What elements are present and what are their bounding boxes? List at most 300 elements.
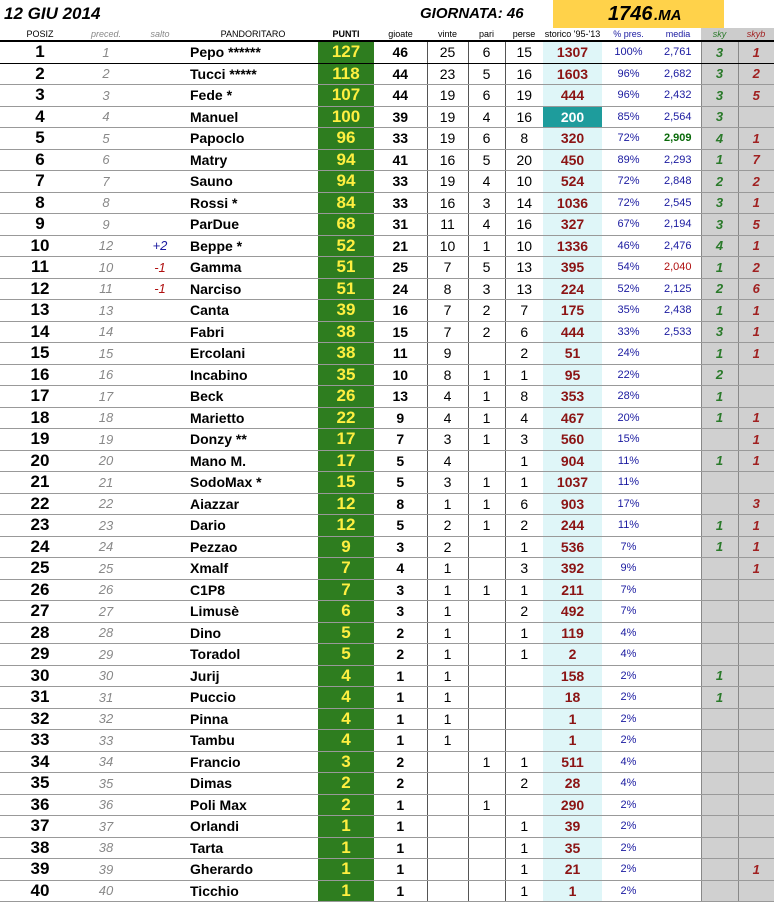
- cell-vinte: 19: [427, 85, 468, 107]
- cell-salto: [132, 407, 188, 429]
- cell-skyb: 1: [738, 859, 774, 881]
- cell-pari: 1: [468, 407, 505, 429]
- table-row: [0, 85, 774, 107]
- cell-pos: 25: [0, 558, 80, 580]
- cell-pos: 21: [0, 472, 80, 494]
- table-row: [0, 364, 774, 386]
- cell-giocate: 31: [374, 214, 427, 236]
- cell-pos: 16: [0, 364, 80, 386]
- cell-punti: 22: [318, 407, 374, 429]
- cell-giocate: 1: [374, 794, 427, 816]
- cell-punti: 15: [318, 472, 374, 494]
- cell-sky: [701, 644, 738, 666]
- cell-pari: [468, 601, 505, 623]
- cell-pos: 32: [0, 708, 80, 730]
- cell-name: Tucci *****: [188, 63, 318, 85]
- cell-salto: [132, 579, 188, 601]
- cell-storico: 290: [543, 794, 602, 816]
- cell-vinte: [427, 837, 468, 859]
- cell-pari: 4: [468, 171, 505, 193]
- cell-skyb: [738, 665, 774, 687]
- cell-skyb: 2: [738, 257, 774, 279]
- cell-pari: 6: [468, 128, 505, 150]
- cell-perse: 1: [505, 364, 543, 386]
- cell-name: Tarta: [188, 837, 318, 859]
- cell-giocate: 8: [374, 493, 427, 515]
- cell-giocate: 1: [374, 708, 427, 730]
- cell-punti: 17: [318, 429, 374, 451]
- cell-storico: 444: [543, 321, 602, 343]
- cell-media: [655, 536, 701, 558]
- cell-storico: 395: [543, 257, 602, 279]
- table-row: [0, 558, 774, 580]
- cell-storico: 1307: [543, 41, 602, 63]
- cell-prev: 20: [80, 450, 132, 472]
- cell-vinte: [427, 794, 468, 816]
- cell-pos: 23: [0, 515, 80, 537]
- cell-pres: 4%: [602, 773, 655, 795]
- cell-pos: 2: [0, 63, 80, 85]
- cell-storico: 1037: [543, 472, 602, 494]
- cell-pres: 20%: [602, 407, 655, 429]
- table-row: [0, 321, 774, 343]
- cell-salto: [132, 63, 188, 85]
- cell-media: [655, 794, 701, 816]
- cell-giocate: 2: [374, 622, 427, 644]
- cell-vinte: 3: [427, 429, 468, 451]
- cell-perse: 1: [505, 579, 543, 601]
- cell-name: Sauno: [188, 171, 318, 193]
- cell-pari: 5: [468, 63, 505, 85]
- cell-punti: 9: [318, 536, 374, 558]
- cell-pos: 13: [0, 300, 80, 322]
- cell-salto: [132, 859, 188, 881]
- cell-prev: 13: [80, 300, 132, 322]
- cell-sky: [701, 880, 738, 902]
- cell-pari: 6: [468, 85, 505, 107]
- cell-salto: [132, 644, 188, 666]
- cell-pres: 22%: [602, 364, 655, 386]
- cell-giocate: 10: [374, 364, 427, 386]
- table-row: [0, 450, 774, 472]
- cell-perse: 13: [505, 257, 543, 279]
- cell-pos: 20: [0, 450, 80, 472]
- cell-punti: 38: [318, 321, 374, 343]
- cell-pres: 2%: [602, 880, 655, 902]
- cell-sky: 3: [701, 63, 738, 85]
- cell-skyb: 5: [738, 85, 774, 107]
- cell-skyb: 1: [738, 192, 774, 214]
- cell-salto: [132, 149, 188, 171]
- cell-prev: 23: [80, 515, 132, 537]
- cell-sky: 4: [701, 128, 738, 150]
- cell-pres: 2%: [602, 794, 655, 816]
- cell-giocate: 1: [374, 730, 427, 752]
- cell-storico: 51: [543, 343, 602, 365]
- cell-salto: -1: [132, 257, 188, 279]
- cell-salto: [132, 171, 188, 193]
- cell-salto: [132, 816, 188, 838]
- cell-pari: [468, 687, 505, 709]
- cell-prev: 1: [80, 41, 132, 63]
- cell-media: [655, 665, 701, 687]
- cell-pos: 15: [0, 343, 80, 365]
- cell-media: [655, 601, 701, 623]
- cell-punti: 35: [318, 364, 374, 386]
- cell-giocate: 4: [374, 558, 427, 580]
- cell-prev: 37: [80, 816, 132, 838]
- cell-vinte: 8: [427, 278, 468, 300]
- giornata-label: GIORNATA: 46: [420, 5, 524, 22]
- cell-pos: 17: [0, 386, 80, 408]
- total-box: [553, 0, 724, 28]
- cell-vinte: 1: [427, 579, 468, 601]
- cell-storico: 211: [543, 579, 602, 601]
- cell-giocate: 16: [374, 300, 427, 322]
- cell-pres: 2%: [602, 816, 655, 838]
- cell-giocate: 25: [374, 257, 427, 279]
- cell-pari: 1: [468, 364, 505, 386]
- cell-name: Gherardo: [188, 859, 318, 881]
- table-row: [0, 149, 774, 171]
- cell-sky: 4: [701, 235, 738, 257]
- cell-vinte: 16: [427, 192, 468, 214]
- cell-sky: 3: [701, 41, 738, 63]
- cell-media: 2,682: [655, 63, 701, 85]
- cell-prev: 40: [80, 880, 132, 902]
- cell-storico: 1: [543, 708, 602, 730]
- cell-salto: [132, 515, 188, 537]
- cell-salto: [132, 128, 188, 150]
- cell-skyb: [738, 880, 774, 902]
- cell-vinte: 1: [427, 601, 468, 623]
- cell-sky: [701, 773, 738, 795]
- cell-sky: 1: [701, 257, 738, 279]
- cell-pari: 1: [468, 472, 505, 494]
- cell-perse: 14: [505, 192, 543, 214]
- cell-media: [655, 579, 701, 601]
- cell-media: [655, 386, 701, 408]
- cell-perse: 6: [505, 493, 543, 515]
- cell-media: 2,761: [655, 41, 701, 63]
- col-media: media: [655, 28, 701, 41]
- cell-pres: 2%: [602, 730, 655, 752]
- cell-punti: 3: [318, 751, 374, 773]
- cell-salto: [132, 687, 188, 709]
- cell-pos: 18: [0, 407, 80, 429]
- cell-skyb: [738, 386, 774, 408]
- cell-sky: 1: [701, 665, 738, 687]
- cell-media: 2,533: [655, 321, 701, 343]
- standings-table: [0, 28, 774, 902]
- cell-vinte: 1: [427, 558, 468, 580]
- cell-name: Jurij: [188, 665, 318, 687]
- table-row: [0, 687, 774, 709]
- cell-pos: 1: [0, 41, 80, 63]
- table-row: [0, 41, 774, 63]
- cell-giocate: 33: [374, 128, 427, 150]
- col-sky: sky: [701, 28, 738, 41]
- cell-storico: 903: [543, 493, 602, 515]
- table-row: [0, 579, 774, 601]
- cell-name: Fabri: [188, 321, 318, 343]
- cell-giocate: 2: [374, 644, 427, 666]
- cell-punti: 94: [318, 149, 374, 171]
- cell-giocate: 44: [374, 63, 427, 85]
- table-row: [0, 106, 774, 128]
- cell-salto: [132, 450, 188, 472]
- cell-storico: 200: [543, 106, 602, 128]
- cell-media: [655, 493, 701, 515]
- cell-punti: 26: [318, 386, 374, 408]
- cell-pari: 1: [468, 386, 505, 408]
- cell-name: Aiazzar: [188, 493, 318, 515]
- table-row: [0, 343, 774, 365]
- cell-storico: 353: [543, 386, 602, 408]
- cell-salto: [132, 300, 188, 322]
- cell-punti: 1: [318, 859, 374, 881]
- cell-perse: 3: [505, 429, 543, 451]
- cell-punti: 12: [318, 515, 374, 537]
- cell-name: Pinna: [188, 708, 318, 730]
- cell-punti: 17: [318, 450, 374, 472]
- cell-skyb: 1: [738, 41, 774, 63]
- cell-salto: +2: [132, 235, 188, 257]
- cell-pos: 35: [0, 773, 80, 795]
- table-row: [0, 730, 774, 752]
- cell-storico: 450: [543, 149, 602, 171]
- cell-perse: 1: [505, 536, 543, 558]
- cell-skyb: 1: [738, 558, 774, 580]
- cell-name: Narciso: [188, 278, 318, 300]
- cell-name: Manuel: [188, 106, 318, 128]
- cell-perse: 8: [505, 128, 543, 150]
- cell-pres: 2%: [602, 859, 655, 881]
- cell-perse: 13: [505, 278, 543, 300]
- cell-punti: 51: [318, 257, 374, 279]
- cell-skyb: 2: [738, 63, 774, 85]
- cell-salto: [132, 665, 188, 687]
- table-row: [0, 622, 774, 644]
- cell-punti: 1: [318, 837, 374, 859]
- cell-perse: 20: [505, 149, 543, 171]
- cell-vinte: 4: [427, 407, 468, 429]
- cell-giocate: 2: [374, 751, 427, 773]
- page-header: [0, 0, 724, 28]
- cell-punti: 51: [318, 278, 374, 300]
- cell-punti: 7: [318, 558, 374, 580]
- cell-skyb: [738, 773, 774, 795]
- cell-pos: 12: [0, 278, 80, 300]
- cell-perse: [505, 665, 543, 687]
- cell-prev: 28: [80, 622, 132, 644]
- table-row: [0, 708, 774, 730]
- cell-sky: [701, 622, 738, 644]
- cell-media: [655, 880, 701, 902]
- cell-vinte: 1: [427, 622, 468, 644]
- cell-pari: [468, 816, 505, 838]
- cell-media: [655, 751, 701, 773]
- cell-pari: 2: [468, 321, 505, 343]
- cell-media: [655, 343, 701, 365]
- cell-vinte: 1: [427, 644, 468, 666]
- table-row: [0, 493, 774, 515]
- cell-punti: 94: [318, 171, 374, 193]
- cell-salto: [132, 622, 188, 644]
- cell-skyb: 1: [738, 536, 774, 558]
- cell-name: Ercolani: [188, 343, 318, 365]
- cell-media: 2,432: [655, 85, 701, 107]
- cell-name: Pepo ******: [188, 41, 318, 63]
- cell-pres: 2%: [602, 687, 655, 709]
- cell-skyb: [738, 601, 774, 623]
- cell-pari: 1: [468, 493, 505, 515]
- cell-vinte: 16: [427, 149, 468, 171]
- cell-giocate: 5: [374, 450, 427, 472]
- cell-sky: 1: [701, 687, 738, 709]
- cell-name: SodoMax *: [188, 472, 318, 494]
- cell-pos: 10: [0, 235, 80, 257]
- cell-prev: 10: [80, 257, 132, 279]
- cell-vinte: [427, 859, 468, 881]
- cell-punti: 1: [318, 816, 374, 838]
- cell-skyb: [738, 708, 774, 730]
- cell-storico: 244: [543, 515, 602, 537]
- cell-vinte: 25: [427, 41, 468, 63]
- cell-pres: 96%: [602, 63, 655, 85]
- cell-perse: [505, 794, 543, 816]
- cell-giocate: 1: [374, 665, 427, 687]
- table-row: [0, 536, 774, 558]
- cell-giocate: 39: [374, 106, 427, 128]
- cell-pari: [468, 536, 505, 558]
- cell-skyb: 1: [738, 235, 774, 257]
- cell-pres: 4%: [602, 751, 655, 773]
- table-row: [0, 128, 774, 150]
- cell-media: 2,293: [655, 149, 701, 171]
- cell-media: 2,909: [655, 128, 701, 150]
- cell-punti: 5: [318, 644, 374, 666]
- cell-skyb: [738, 364, 774, 386]
- cell-salto: [132, 85, 188, 107]
- cell-pari: 6: [468, 41, 505, 63]
- cell-pres: 9%: [602, 558, 655, 580]
- cell-vinte: 19: [427, 128, 468, 150]
- cell-pos: 36: [0, 794, 80, 816]
- cell-name: Poli Max: [188, 794, 318, 816]
- cell-media: 2,564: [655, 106, 701, 128]
- cell-storico: 1: [543, 730, 602, 752]
- cell-prev: 11: [80, 278, 132, 300]
- cell-giocate: 7: [374, 429, 427, 451]
- cell-pres: 46%: [602, 235, 655, 257]
- cell-sky: [701, 837, 738, 859]
- cell-perse: 10: [505, 235, 543, 257]
- cell-name: Limusè: [188, 601, 318, 623]
- cell-sky: 1: [701, 450, 738, 472]
- cell-punti: 12: [318, 493, 374, 515]
- cell-prev: 32: [80, 708, 132, 730]
- cell-storico: 1: [543, 880, 602, 902]
- cell-pos: 14: [0, 321, 80, 343]
- cell-sky: [701, 493, 738, 515]
- table-row: [0, 515, 774, 537]
- cell-punti: 6: [318, 601, 374, 623]
- cell-media: 2,125: [655, 278, 701, 300]
- cell-salto: [132, 472, 188, 494]
- cell-media: [655, 859, 701, 881]
- cell-pres: 7%: [602, 579, 655, 601]
- cell-salto: [132, 837, 188, 859]
- cell-pos: 28: [0, 622, 80, 644]
- cell-sky: [701, 579, 738, 601]
- cell-pos: 19: [0, 429, 80, 451]
- cell-storico: 511: [543, 751, 602, 773]
- cell-vinte: 7: [427, 300, 468, 322]
- cell-perse: 1: [505, 816, 543, 838]
- cell-sky: 1: [701, 149, 738, 171]
- cell-storico: 1603: [543, 63, 602, 85]
- cell-media: [655, 837, 701, 859]
- table-row: [0, 880, 774, 902]
- cell-perse: 2: [505, 515, 543, 537]
- table-row: [0, 751, 774, 773]
- cell-pos: 34: [0, 751, 80, 773]
- cell-storico: 35: [543, 837, 602, 859]
- cell-storico: 524: [543, 171, 602, 193]
- cell-media: [655, 472, 701, 494]
- cell-salto: [132, 429, 188, 451]
- cell-storico: 904: [543, 450, 602, 472]
- cell-perse: 16: [505, 63, 543, 85]
- cell-pari: 4: [468, 214, 505, 236]
- cell-storico: 18: [543, 687, 602, 709]
- cell-pari: 5: [468, 149, 505, 171]
- cell-skyb: [738, 106, 774, 128]
- cell-storico: 492: [543, 601, 602, 623]
- table-row: [0, 601, 774, 623]
- cell-storico: 1336: [543, 235, 602, 257]
- cell-pari: 3: [468, 278, 505, 300]
- table-row: [0, 407, 774, 429]
- cell-skyb: [738, 472, 774, 494]
- cell-salto: [132, 41, 188, 63]
- cell-giocate: 3: [374, 536, 427, 558]
- cell-perse: 1: [505, 644, 543, 666]
- cell-prev: 35: [80, 773, 132, 795]
- cell-name: Ticchio: [188, 880, 318, 902]
- col-posiz: POSIZ: [0, 28, 80, 41]
- table-row: [0, 63, 774, 85]
- cell-punti: 7: [318, 579, 374, 601]
- cell-media: [655, 407, 701, 429]
- col-skyb: skyb: [738, 28, 774, 41]
- cell-pres: 89%: [602, 149, 655, 171]
- cell-vinte: 19: [427, 106, 468, 128]
- cell-pos: 5: [0, 128, 80, 150]
- cell-salto: [132, 214, 188, 236]
- table-row: [0, 472, 774, 494]
- cell-pari: [468, 837, 505, 859]
- cell-giocate: 5: [374, 472, 427, 494]
- cell-vinte: 2: [427, 536, 468, 558]
- cell-sky: 1: [701, 536, 738, 558]
- cell-sky: 1: [701, 386, 738, 408]
- cell-prev: 38: [80, 837, 132, 859]
- cell-vinte: 9: [427, 343, 468, 365]
- cell-name: C1P8: [188, 579, 318, 601]
- cell-perse: 1: [505, 859, 543, 881]
